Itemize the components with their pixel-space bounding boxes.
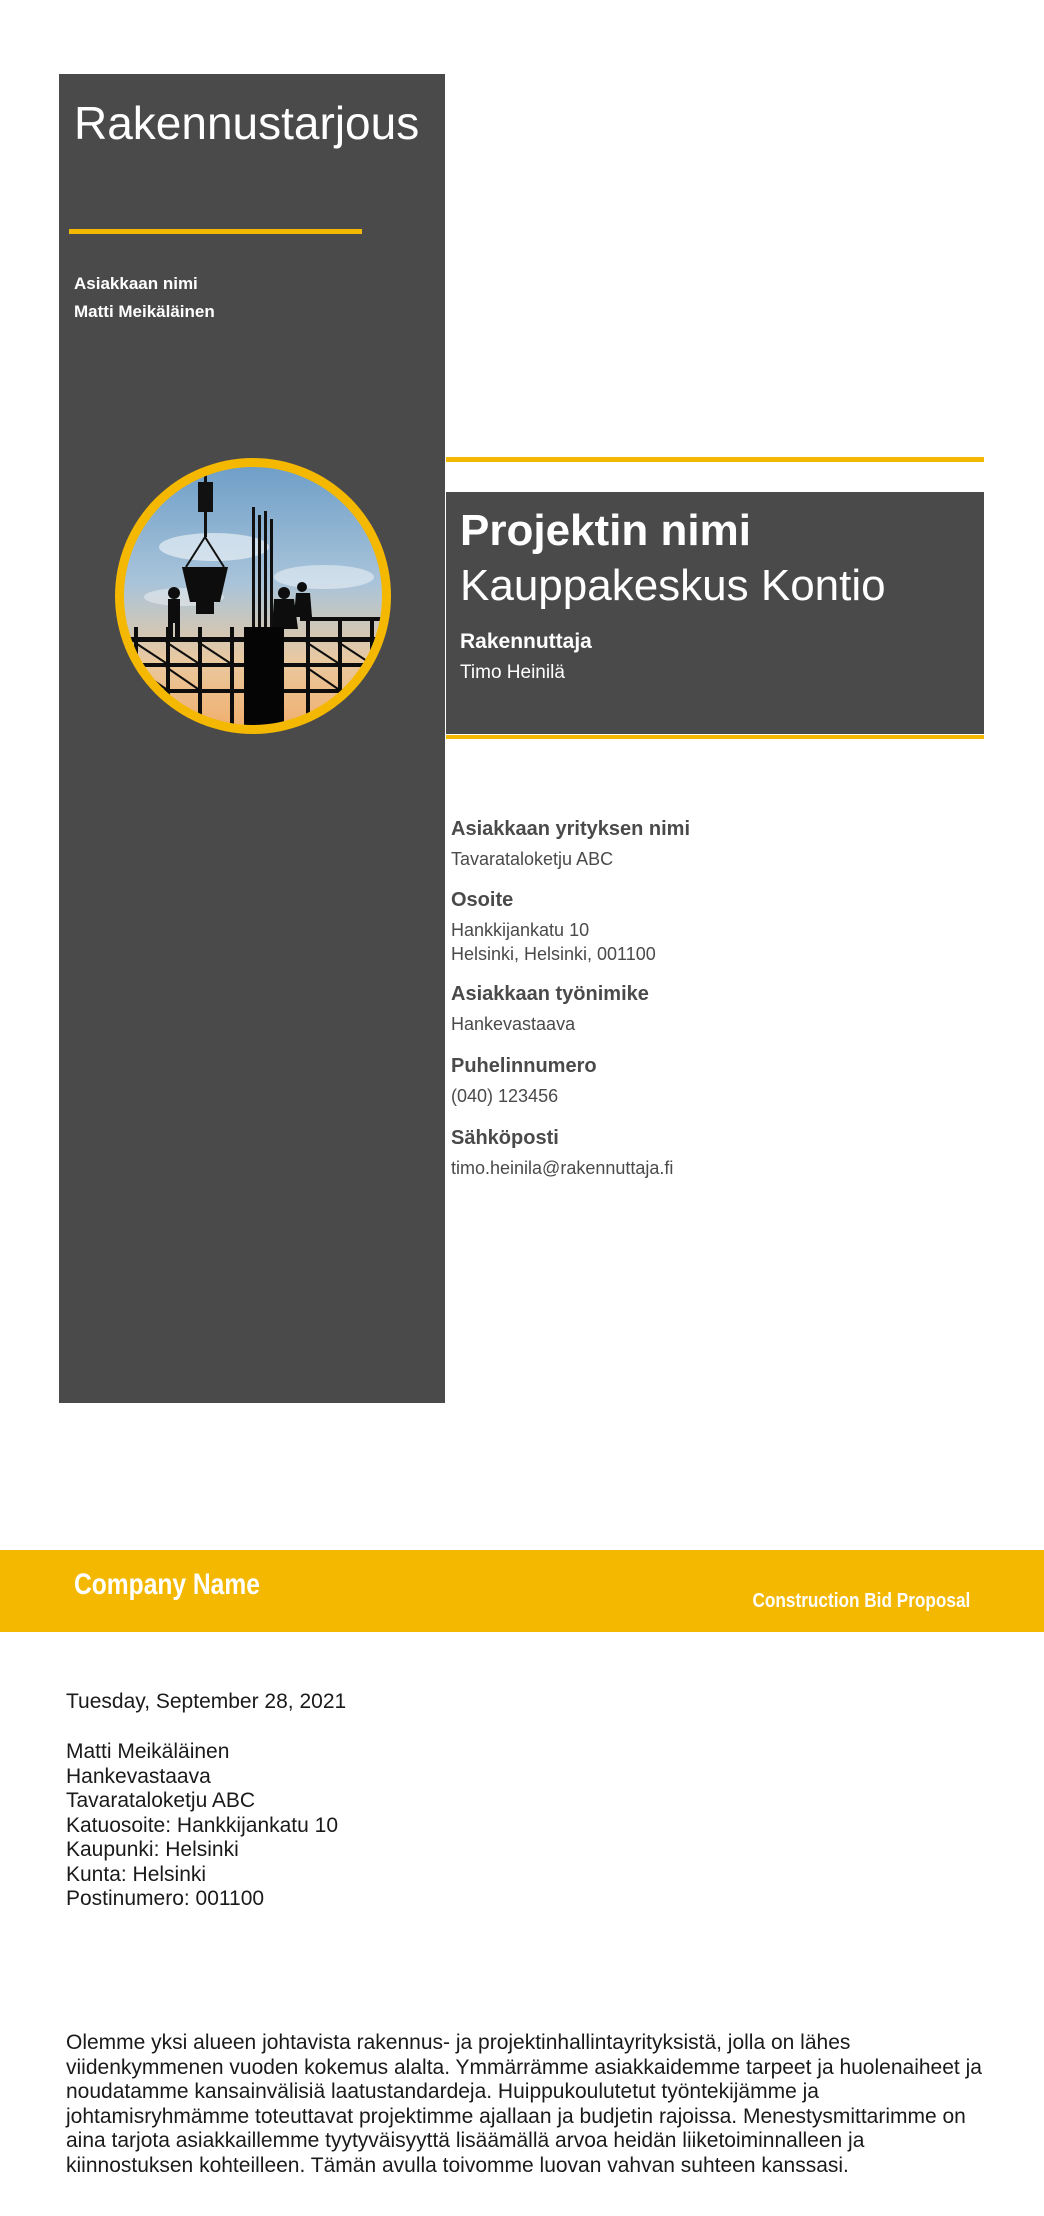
project-divider-bottom bbox=[446, 735, 984, 739]
company-info bbox=[451, 818, 690, 871]
address-value bbox=[451, 918, 656, 966]
title-divider bbox=[69, 229, 362, 234]
job-title-value: Hankevastaava bbox=[451, 1014, 576, 1034]
email-value: timo.heinila@rakennuttaja.fi bbox=[451, 1158, 674, 1178]
email-label: Sähköposti bbox=[451, 1127, 559, 1149]
company-name: Company Name bbox=[74, 1568, 260, 1601]
recipient-address bbox=[66, 1740, 338, 1912]
letter-date: Tuesday, September 28, 2021 bbox=[66, 1690, 347, 1713]
client-name: Matti Meikäläinen bbox=[74, 302, 215, 321]
address-line-2: Helsinki, Helsinki, 001100 bbox=[451, 944, 656, 964]
builder-name: Timo Heinilä bbox=[460, 662, 565, 683]
project-heading: Projektin nimi bbox=[460, 506, 751, 555]
job-title-label: Asiakkaan työnimike bbox=[451, 983, 649, 1005]
address-info bbox=[451, 889, 656, 966]
project-divider-top bbox=[446, 457, 984, 462]
project-name: Kauppakeskus Kontio bbox=[460, 561, 886, 610]
photo-frame bbox=[115, 458, 391, 734]
cover-title: Rakennustarjous bbox=[74, 97, 420, 149]
job-title-info bbox=[451, 983, 649, 1036]
builder-label: Rakennuttaja bbox=[460, 630, 592, 653]
address-line: Matti Meikäläinen bbox=[66, 1740, 230, 1763]
address-line: Hankevastaava bbox=[66, 1764, 211, 1788]
address-line: Tavarataloketju ABC bbox=[66, 1789, 256, 1812]
address-line-1: Hankkijankatu 10 bbox=[451, 920, 590, 940]
address-label: Osoite bbox=[451, 889, 514, 911]
phone-value: (040) 123456 bbox=[451, 1086, 559, 1106]
letter-banner bbox=[0, 1550, 1044, 1632]
document-subtitle: Construction Bid Proposal bbox=[752, 1590, 970, 1612]
address-line: Postinumero: 001100 bbox=[66, 1887, 265, 1910]
construction-site-photo bbox=[124, 467, 382, 725]
phone-label: Puhelinnumero bbox=[451, 1055, 597, 1077]
client-label: Asiakkaan nimi bbox=[74, 274, 198, 293]
address-line: Kunta: Helsinki bbox=[66, 1862, 207, 1886]
address-line: Kaupunki: Helsinki bbox=[66, 1838, 239, 1861]
company-label: Asiakkaan yrityksen nimi bbox=[451, 818, 691, 840]
company-value: Tavarataloketju ABC bbox=[451, 849, 614, 869]
phone-info bbox=[451, 1055, 597, 1108]
address-line: Katuosoite: Hankkijankatu 10 bbox=[66, 1813, 339, 1837]
email-info bbox=[451, 1127, 673, 1180]
letter-body: Olemme yksi alueen johtavista rakennus- ja projektinhallintayrityksistä, jolla on lähes viidenkymmenen vuoden kokemus alalta. Ymmärrämme asiakkaidemme tarpeet ja huolenaiheet ja noudatamme kansainvälisiä laatustandardeja. Huippukoulutetut työntekijämme ja johtamisryhmämme toteuttavat projektimme ajallaan ja budjetin rajoissa. Menestysmittarimme on aina tarjota asiakkaillemme tyytyväisyyttä lisäämällä arvoa heidän liiketoiminnalleen ja kiinnostuksen kohteilleen. Tämän avulla toivomme luovan vahvan suhteen kanssasi. bbox=[66, 2031, 982, 2177]
